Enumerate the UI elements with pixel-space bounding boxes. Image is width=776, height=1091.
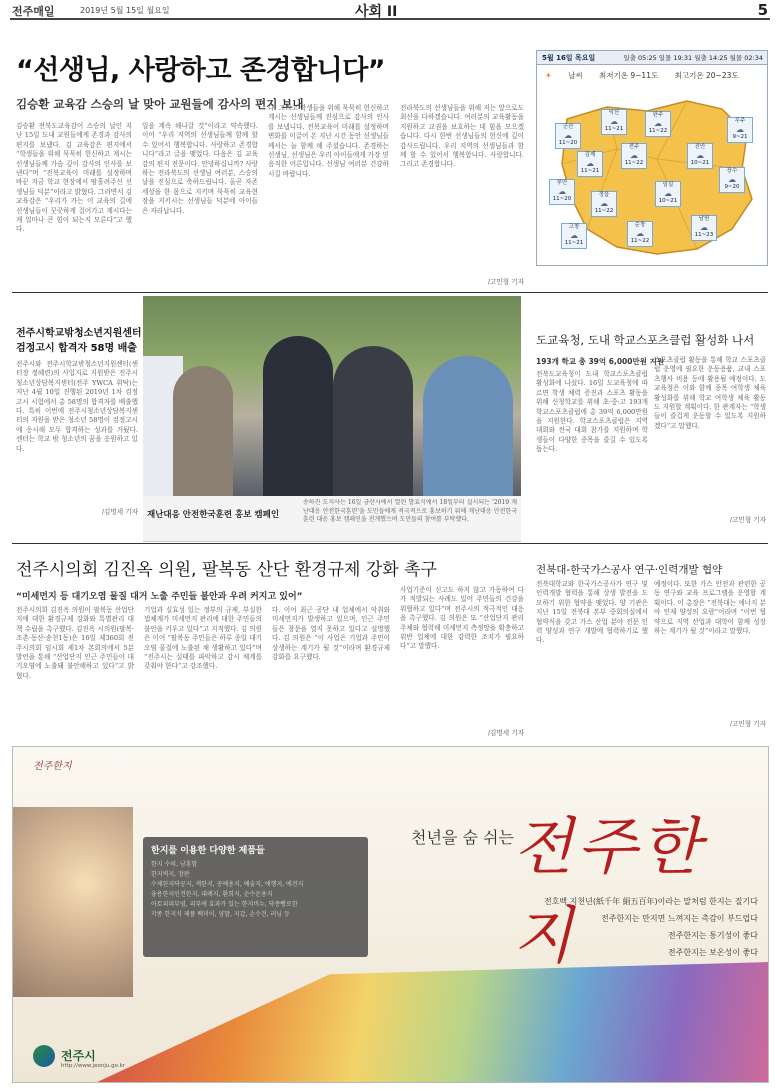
slogan-line: 전주한지는 만지면 느껴지는 촉감이 부드럽다 — [600, 914, 758, 923]
page-header — [10, 0, 770, 20]
person-figure — [263, 336, 333, 496]
cloud-icon: ☁ — [586, 159, 594, 168]
cloud-icon: ☁ — [664, 189, 672, 198]
right-subhead: 193개 학교 총 39억 6,000만원 지원 — [536, 357, 665, 366]
city-weather: 정읍 ☁ 11~22 — [591, 191, 617, 217]
product-list-title: 한지를 이용한 다양한 제품들 — [151, 846, 265, 856]
weather-summary — [537, 65, 767, 87]
cloud-icon: ☁ — [558, 187, 566, 196]
city-name: 전주시 — [61, 1049, 96, 1063]
lead-column-1: 김승환 전북도교육감이 스승의 날인 지난 15일 도내 교원들에게 존경과 감사의 편지를 보냈다. 김 교육감은 편지에서 “학생들을 위해 묵묵히 헌신하고 계시는 선생님들께 가슴 깊이 감사의 인사를 보낸다”며 “전북교육이 미래를 설정하며 바꾼 지금 학교 현장에서 땀흘려주신 선생님들 덕분”이라고 밝혔다. 그러면서 김 교육감은 “우리가 가는 이 교육의 길에 선생님들이 꿋꿋하게 걸어가고 계시다는 게 얼마나 큰 힘이 되는지 모른다”고 했다. — [16, 122, 132, 234]
cloud-icon: ☁ — [630, 151, 638, 160]
weather-date: 5월 16일 목요일 — [542, 54, 596, 62]
city-weather: 전주 ☁ 11~22 — [621, 143, 647, 169]
section-title: 사회 II — [355, 4, 398, 20]
weather-box — [536, 50, 768, 266]
slogan-line: 전주한지는 통기성이 좋다 — [667, 931, 758, 940]
left-headline-2: 검정고시 합격자 58명 배출 — [16, 343, 137, 354]
lead-column-2: 일을 계속 해나갈 것”이라고 약속했다. 이어 “우리 지역의 선생님들께 함께 할 수 있어서 행복합니다. 사랑하고 존경합니다”라고 글을 맺었다. 다음은 김 교육감의 편지 전문이다. 안녕하십니까? 사랑하는 전라북도의 선생님 여러분, 스승의 날을 진심으로 축하드립니다. 올곧 자존 세상을 한 몸으로 지키며 묵묵히 교육현장을 지키시는 선생님들 덕분에 아이들은 자라납니다. — [142, 122, 258, 215]
photo-caption — [143, 496, 521, 542]
slogan-line: 전주한지는 보온성이 좋다 — [667, 948, 758, 957]
news-photo — [143, 296, 521, 496]
city-logo-icon — [33, 1045, 55, 1067]
cloud-icon: ☁ — [636, 229, 644, 238]
product-list — [143, 837, 368, 957]
city-weather: 장수 ☁ 9~20 — [719, 167, 745, 193]
council-headline: 전주시의회 김진옥 의원, 팔복동 산단 환경규제 강화 촉구 — [16, 560, 437, 580]
city-weather: 김제 ☁ 11~21 — [577, 151, 603, 177]
city-weather: 군산 ☁ 11~20 — [555, 123, 581, 149]
hanji-paper-image — [93, 962, 769, 1083]
caption-title: 재난대응 안전한국훈련 홍보 캠페인 — [147, 510, 280, 520]
kgs-headline: 전북대-한국가스공사 연구·인력개발 협약 — [536, 564, 723, 576]
city-weather: 완주 ☁ 11~22 — [645, 111, 671, 137]
council-column-3: 다. 이어 최근 공단 내 업체에서 악취와 미세먼지가 발생하고 있으며, 인근 주민들은 창문을 열지 못하고 있다고 설명했다. 김 의원은 “이 사업은 기업과 주민이 상생하는 계기가 될 것”이라며 환경규제 강화를 요구했다. — [272, 606, 390, 662]
city-weather: 무주 ☁ 9~21 — [727, 117, 753, 143]
left-headline-1: 전주시학교밖청소년지원센터 — [16, 328, 142, 339]
city-weather: 순창 ☁ 11~22 — [627, 221, 653, 247]
left-article-body: 전주시와 전주시학교밖청소년지원센터(센터장 정혜련)의 사업지로 지원받은 전주시청소년상담복지센터(전주 YWCA 위탁)는 지난 4월 10일 진행된 2019년 1차 검정고시 시험에서 총 58명의 합격자를 배출했다. 특히 이번에 전주시청소년상담복지센터의 지원을 받은 청소년 58명이 검정고시에 응시해 모두 합격하는 성과를 거뒀다. 센터는 학교 밖 청소년의 꿈을 응원하고 있다. — [16, 360, 138, 453]
product-item: 아토피피부염, 피부에 효과가 있는 한지비누, 닥종빵로한 — [151, 901, 298, 908]
council-column-1: 전주시의회 김진옥 의원이 팔복동 산업단지에 대한 환경규제 강화와 특별관리 대책 수립을 촉구했다. 김진옥 시의원(팔복·조촌·동산·송천1동)은 16일 제360회 전주시의회 임시회 제1차 본회의에서 5분 발언을 통해 “산업단지 인근 주민들이 대기오염에 노출돼 불안해하고 있다”고 밝혔다. — [16, 606, 134, 680]
cloud-icon: ☁ — [736, 125, 744, 134]
right-column-1: 전북도교육청이 도내 학교스포츠클럽 활성화에 나섰다. 16일 도교육청에 따르면 학생 체력 증진과 스포츠 활동을 위해 신청학교를 위해 초·중·고 193개 학교스포츠클럽에 총 39억 6,000만원을 지원한다. 학교스포츠클럽은 지역 대회와 전국 대회 참가를 지원하며 학생들이 다양한 종목을 즐길 수 있도록 돕는다. — [536, 370, 648, 454]
ad-brand: 전주한지 — [513, 810, 705, 972]
cloud-icon: ☁ — [728, 175, 736, 184]
city-weather: 고창 ☁ 11~21 — [561, 223, 587, 249]
product-item: 한지벽지, 장판 — [151, 871, 190, 878]
cloud-icon: ☁ — [570, 231, 578, 240]
product-item: 각종 한지식 제품 백미이, 양말, 지갑, 손수건, 러닝 등 — [151, 911, 290, 918]
brand-logo-small: 전주한지 — [33, 761, 72, 772]
person-figure — [423, 356, 513, 496]
product-item: 융용한지인견한지, 대례지, 환희지, 순수운용지 — [151, 891, 273, 898]
cloud-icon: ☁ — [654, 119, 662, 128]
cloud-icon: ☁ — [564, 131, 572, 140]
council-subhead: “미세먼지 등 대기오염 물질 대거 노출 주민들 불안과 우려 커지고 있어” — [16, 592, 303, 602]
cloud-icon: ☁ — [610, 117, 618, 126]
sun-icon: ☀ — [545, 71, 552, 80]
cloud-icon: ☁ — [696, 151, 704, 160]
page-number: 5 — [757, 1, 768, 19]
right-column-2: 스포츠클럽 활동을 통해 학교 스포츠클럽 운영에 필요한 운동용품, 교내 스포츠행사 비용 등에 활용될 예정이다. 도교육청은 이와 함께 종목 여학생 체육 활성화를 위해 학교 여학생 체육 활동도 지원할 계획이다. 한 관계자는 “학생들이 즐겁게 운동할 수 있도록 지원하겠다”고 말했다. — [654, 356, 766, 430]
issue-date: 2019년 5월 15일 월요일 — [80, 6, 170, 15]
left-article-byline: /김명세 기자 — [101, 508, 138, 516]
city-weather: 진안 ☁ 10~21 — [687, 143, 713, 169]
kgs-column-2: 예정이다. 또한 가스 안전과 관련한 공동 연구와 교육 프로그램을 운영할 계획이다. 이 총장은 “전북대는 에너지 분야 인재 양성의 요람”이라며 “이번 협약으로 지역 산업과 대학이 함께 성장하는 계기가 될 것”이라고 말했다. — [654, 580, 766, 636]
right-headline: 도교육청, 도내 학교스포츠클럽 활성화 나서 — [536, 333, 755, 347]
council-column-4: 사업기준이 신고도 하지 않고 가동하여 다가 적발되는 사례도 있어 주민들의 건강을 위협하고 있다”며 전주시의 적극적인 대응을 촉구했다. 김 의원은 또 “산업단지 관리 주체와 협력해 미세먼지 측정망을 확충하고 위반 업체에 대한 강력한 조치가 필요하다”고 말했다. — [400, 586, 524, 651]
kgs-column-1: 전북대학교와 한국가스공사가 연구 및 인력개발 협력을 통해 상생 발전을 도모하기 위한 협약을 맺었다. 양 기관은 지난 15일 전북대 본부 중회의실에서 협약식을 갖고 가스 산업 분야 전문 인력 양성과 연구 개발에 협력하기로 했다. — [536, 580, 648, 645]
caption-body: 송하진 도지사는 16일 금산사에서 열린 발효식에서 18일부터 실시되는 '2019 재난대응 안전한국훈련'을 도민들에게 적극적으로 홍보하기 위해 재난대응 안전한국훈련 대응 홍보 캠페인을 전개했으며 도민들의 참여를 부탁했다. — [303, 499, 517, 523]
lead-column-4: 전라북도의 선생님들을 위해 저는 앞으로도 최선을 다하겠습니다. 여러분의 교육활동을 지원하고 교권을 보호하는 데 힘을 모으겠습니다. 다시 한번 선생님들의 헌신에 깊이 감사드립니다. 우리 지역의 선생님들과 함께 할 수 있어서 행복합니다. 사랑합니다. 그리고 존경합니다. — [400, 104, 524, 169]
city-weather: 익산 ☁ 11~21 — [601, 109, 627, 135]
lead-byline: /고민형 기자 — [487, 278, 524, 286]
city-url[interactable]: http://www.jeonju.go.kr — [61, 1063, 126, 1069]
weather-condition: 날씨 — [568, 71, 583, 80]
product-item: 수제한지닥공지, 색한지, 공예용지, 예술지, 에행지, 애견지 — [151, 881, 304, 888]
city-weather: 남원 ☁ 11~23 — [691, 215, 717, 241]
right-byline: /고민형 기자 — [729, 516, 766, 524]
lead-column-3: 다. 그리고 학생들을 위해 묵묵히 헌신하고 계시는 선생님들께 진심으로 감사의 인사를 보냅니다. 전북교육이 미래를 설정하며 변화를 이끌어 온 지난 시간 동안 선생님들께서는 늘 함께 해 주셨습니다. 존경하는 선생님, 선생님은 우리 아이들에게 가장 믿음직한 어른입니다. 선생님 여러분 건강하시길 바랍니다. — [268, 104, 389, 178]
person-figure — [333, 346, 413, 496]
min-temperature: 최저기온 9~11도 — [599, 71, 659, 80]
product-item: 한지 수의, 남홍함 — [151, 861, 198, 868]
city-weather: 임실 ☁ 10~21 — [655, 181, 681, 207]
slogan-line: 전호백 지천년(紙千年 絹五百年)이라는 말처럼 한지는 질기다 — [543, 897, 758, 906]
lantern-image — [13, 807, 133, 997]
divider — [12, 543, 768, 544]
weather-header — [537, 51, 767, 65]
divider — [12, 292, 768, 293]
lead-headline: “선생님, 사랑하고 존경합니다” — [16, 55, 386, 86]
council-column-2: 기업과 실효성 있는 정부의 규제, 부실한 법체계가 미세먼지 관리에 대한 주민들의 불안을 키우고 있다”고 지적했다. 김 의원은 이어 “팔복동 주민들은 하루 종일 대기오염 물질에 노출된 채 생활하고 있다”며 “전주시는 실태를 파악하고 감시 체계를 갖춰야 한다”고 강조했다. — [144, 606, 262, 671]
city-weather: 부안 ☁ 11~20 — [549, 179, 575, 205]
ad-slogans — [463, 893, 758, 961]
publication-name: 전주매일 — [12, 5, 55, 18]
cloud-icon: ☁ — [600, 199, 608, 208]
ad-tagline: 천년을 숨 쉬는 — [411, 828, 514, 847]
council-byline: /김명세 기자 — [487, 729, 524, 737]
max-temperature: 최고기온 20~23도 — [674, 71, 739, 80]
kgs-byline: /고민형 기자 — [729, 720, 766, 728]
person-figure — [173, 366, 233, 496]
lead-subhead: 김승환 교육감 스승의 날 맞아 교원들에 감사의 편지 보내 — [16, 97, 304, 111]
hanji-advertisement — [12, 746, 769, 1083]
sun-moon-info: 일출 05:25 일몰 19:31 월출 14:25 월몰 02:34 — [623, 54, 763, 62]
cloud-icon: ☁ — [700, 223, 708, 232]
